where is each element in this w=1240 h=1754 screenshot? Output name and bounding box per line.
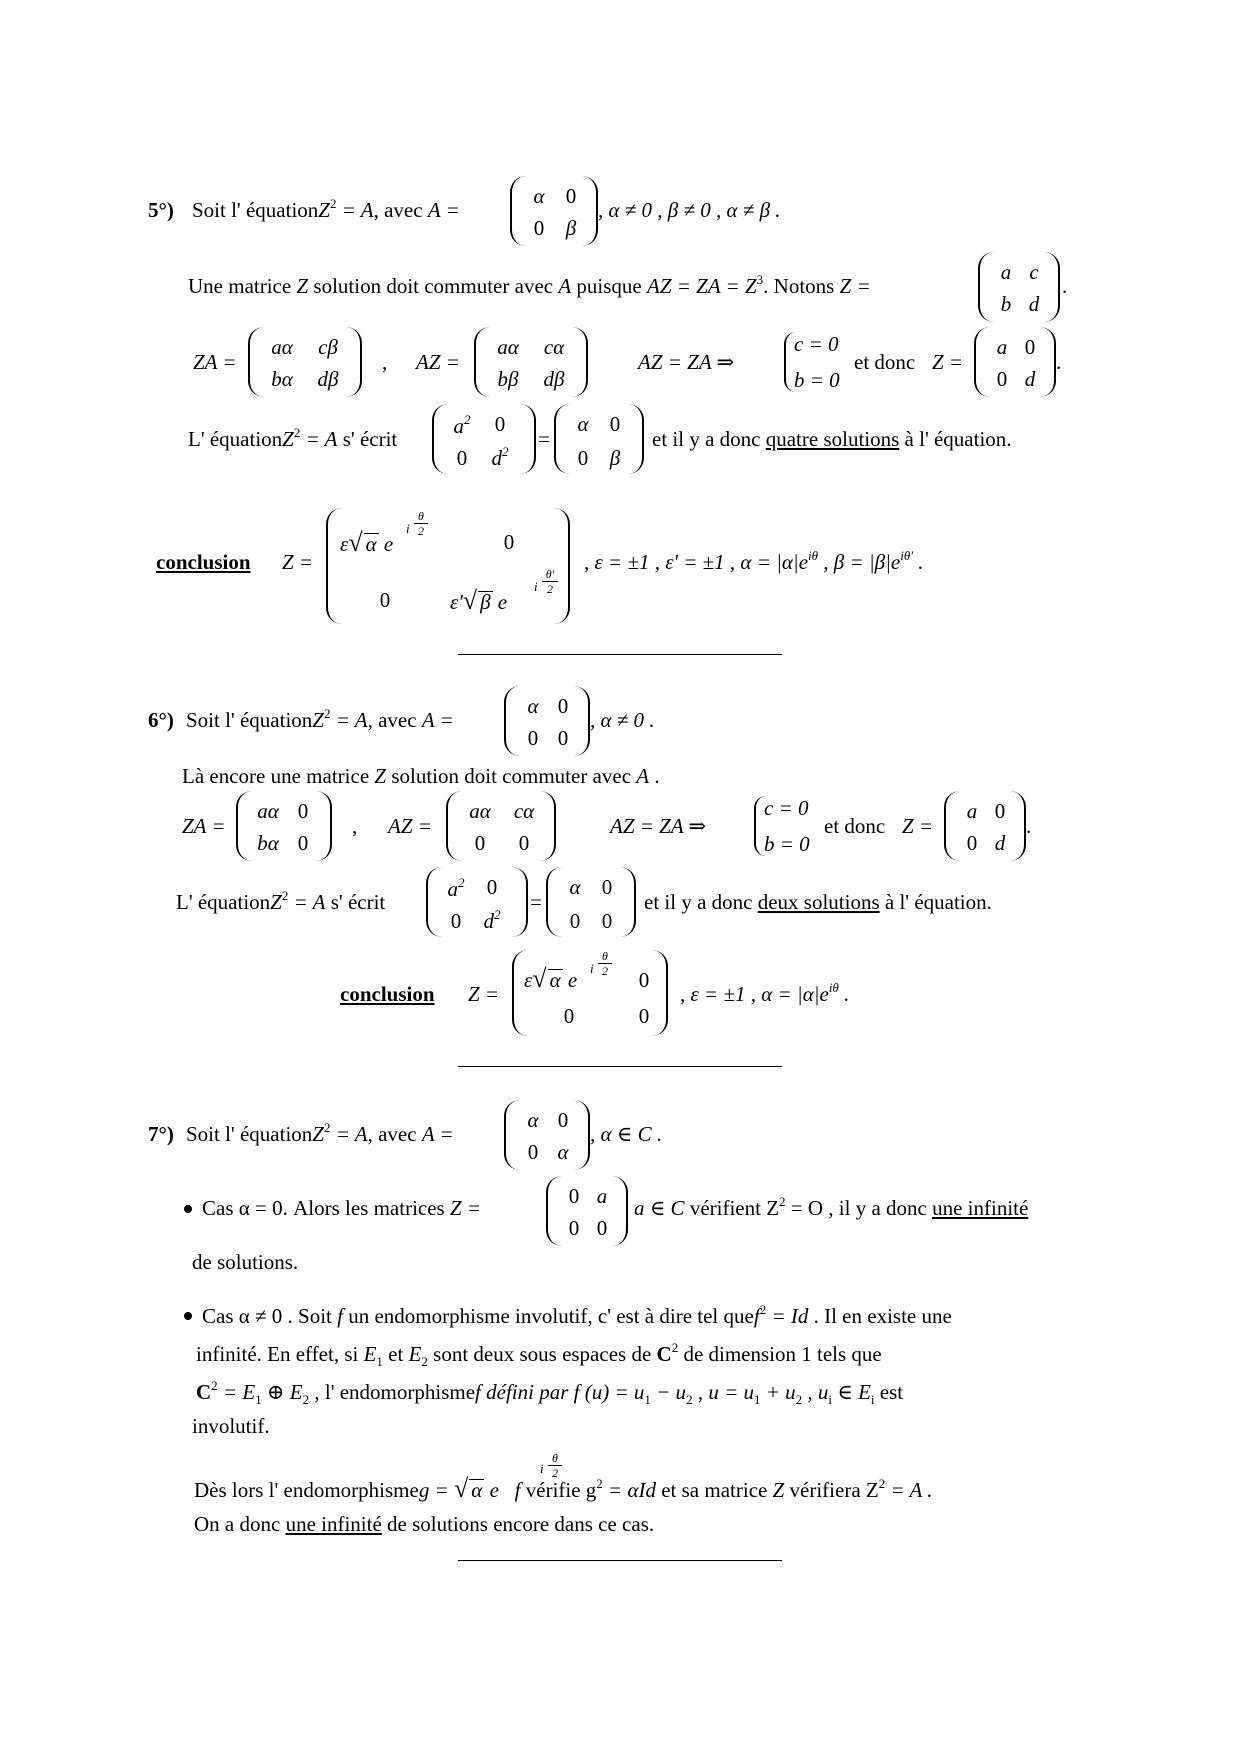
s6-intro: Soit l' équationZ$^2$ = A, avec A = xyxy=(186,706,454,732)
s7-case-zero: Cas α = 0. Alors les matrices Z = xyxy=(202,1196,482,1220)
s6-comma: , xyxy=(352,814,358,838)
s7-bullet-2 xyxy=(184,1312,192,1320)
s5-commute-line: Une matrice Z solution doit commuter avec A puisque AZ = ZA = $Z^3$. Notons Z = xyxy=(188,272,871,298)
s6-conditions: , α ≠ 0 . xyxy=(590,708,655,732)
s7-conditions: , α ∈ C . xyxy=(590,1122,663,1146)
s5-matrix-AZ: aα cα bβ dβ xyxy=(474,327,588,397)
s5-matrix-A-2: α 0 0 β xyxy=(554,404,644,474)
s5-intro: Soit l' équationZ$^2$ = A, avec A = xyxy=(192,196,460,222)
s5-Z-eq: Z = xyxy=(932,350,964,374)
s6-implication: AZ = ZA ⇒ xyxy=(610,814,707,838)
s7-intro: Soit l' équationZ$^2$ = A, avec A = xyxy=(186,1120,454,1146)
s7-case-zero-rest: a ∈ C vérifient $Z^2 = O$ , il y a donc une infinité xyxy=(634,1194,1029,1220)
s6-separator xyxy=(458,1066,782,1067)
s6-Z-eq: Z = xyxy=(902,814,934,838)
s5-equation-line: L' équationZ$^2$ = A s' écrit xyxy=(188,425,398,451)
s7-bullet-1 xyxy=(184,1205,192,1213)
s5-etdonc: et donc xyxy=(854,350,916,374)
s5-conclusion-tail: , ε = ±1 , ε' = ±1 , $\alpha = |\alpha|e^{i\theta}$ , $\beta = |\beta|e^{i\theta'}$ . xyxy=(584,548,924,574)
s6-equals: = xyxy=(530,890,542,914)
s5-equals: = xyxy=(538,427,550,451)
s6-conclusion-label: conclusion xyxy=(340,982,435,1006)
s5-ZA-label: ZA = xyxy=(193,350,237,374)
s5-period-2: . xyxy=(1056,350,1062,374)
s7-exp-fraction: θ 2 xyxy=(548,1452,562,1479)
s6-two-solutions: et il y a donc deux solutions à l' équation. xyxy=(644,890,992,914)
s6-matrix-A-2: α 0 0 0 xyxy=(546,867,636,937)
s6-number: 6°) xyxy=(148,708,174,732)
s6-equation-line: L' équationZ$^2$ = A s' écrit xyxy=(176,888,386,914)
s6-AZ-label: AZ = xyxy=(388,814,432,838)
s6-matrix-square: $a^2$ 0 0 $d^2$ xyxy=(426,867,528,937)
s5-sys-c: c = 0 xyxy=(794,332,839,356)
s6-ZA-label: ZA = xyxy=(182,814,226,838)
s5-AZ-label: AZ = xyxy=(416,350,460,374)
s7-number: 7°) xyxy=(148,1122,174,1146)
s6-etdonc: et donc xyxy=(824,814,886,838)
s7-separator xyxy=(458,1560,782,1561)
s6-conclusion-tail: , ε = ±1 , $\alpha = |\alpha|e^{i\theta}$ . xyxy=(680,980,850,1006)
s5-four-solutions: et il y a donc quatre solutions à l' équation. xyxy=(652,427,1012,451)
s6-period: . xyxy=(1026,814,1032,838)
s5-period: . xyxy=(1062,274,1068,298)
s5-conclusion-label: conclusion xyxy=(156,550,251,574)
s6-matrix-A: α 0 0 0 xyxy=(504,686,590,756)
s6-commute-line: Là encore une matrice Z solution doit commuter avec A . xyxy=(182,764,660,788)
s6-sys-c: c = 0 xyxy=(764,796,809,820)
s5-matrix-ZA: aα cβ bα dβ xyxy=(248,327,362,397)
s5-matrix-Z-diag: a 0 0 d xyxy=(974,327,1056,397)
s6-conclusion-Z: Z = xyxy=(468,982,500,1006)
s5-conclusion-Z: Z = xyxy=(282,550,314,574)
s5-implication: AZ = ZA ⇒ xyxy=(638,350,735,374)
s7-subspaces-line: infinité. En effet, si $E_1$ et $E_2$ sont deux sous espaces de $C^2$ de dimension 1 tels que xyxy=(196,1340,882,1369)
s7-exp-i: i xyxy=(540,1461,544,1476)
s7-involutif: involutif. xyxy=(192,1414,270,1438)
s7-case-zero-end: de solutions. xyxy=(192,1250,299,1274)
s6-matrix-Z-diag: a 0 0 d xyxy=(944,791,1026,861)
s5-matrix-A: α 0 0 β xyxy=(510,176,598,246)
s7-matrix-nilpotent: 0 a 0 0 xyxy=(546,1176,628,1246)
s6-sys-b: b = 0 xyxy=(764,832,810,856)
s5-matrix-square: $a^2$ 0 0 $d^2$ xyxy=(432,404,536,474)
s5-number: 5°) xyxy=(148,198,174,222)
s7-direct-sum-line: $C^2 = E_1$ ⊕ $E_2$ , l' endomorphismef défini par f $(u) = u_1 - u_2$ , $u = u_1 + u_2$ , $u_i$ ∈ $E_i$ est xyxy=(196,1378,904,1407)
s5-sys-b: b = 0 xyxy=(794,368,840,392)
s5-conclusion-matrix: ε√ α e θ 2 i 0 0 ε'√ β e θ' 2 i xyxy=(326,508,570,624)
s5-matrix-Z: a c b d xyxy=(978,252,1060,322)
s5-conditions: , α ≠ 0 , β ≠ 0 , α ≠ β . xyxy=(598,198,781,222)
s6-conclusion-matrix: ε√ α e θ 2 i 0 0 0 xyxy=(512,950,668,1036)
s7-final-line: On a donc une infinité de solutions encore dans ce cas. xyxy=(194,1512,655,1536)
s7-matrix-A: α 0 0 α xyxy=(504,1100,590,1170)
s6-matrix-AZ: aα cα 0 0 xyxy=(446,791,556,861)
s7-endomorphism-g: Dès lors l' endomorphismeg = √ α e f vérifie $g^2 = \alpha Id$ et sa matrice Z vérifiera $Z^2 = A$ . xyxy=(194,1474,933,1503)
s5-comma: , xyxy=(382,350,388,374)
s6-matrix-ZA: aα 0 bα 0 xyxy=(236,791,332,861)
s7-case-nonzero: Cas α ≠ 0 . Soit f un endomorphisme involutif, c' est à dire tel quef$^2$ = Id . Il en existe une xyxy=(202,1302,952,1328)
s5-separator xyxy=(458,654,782,655)
